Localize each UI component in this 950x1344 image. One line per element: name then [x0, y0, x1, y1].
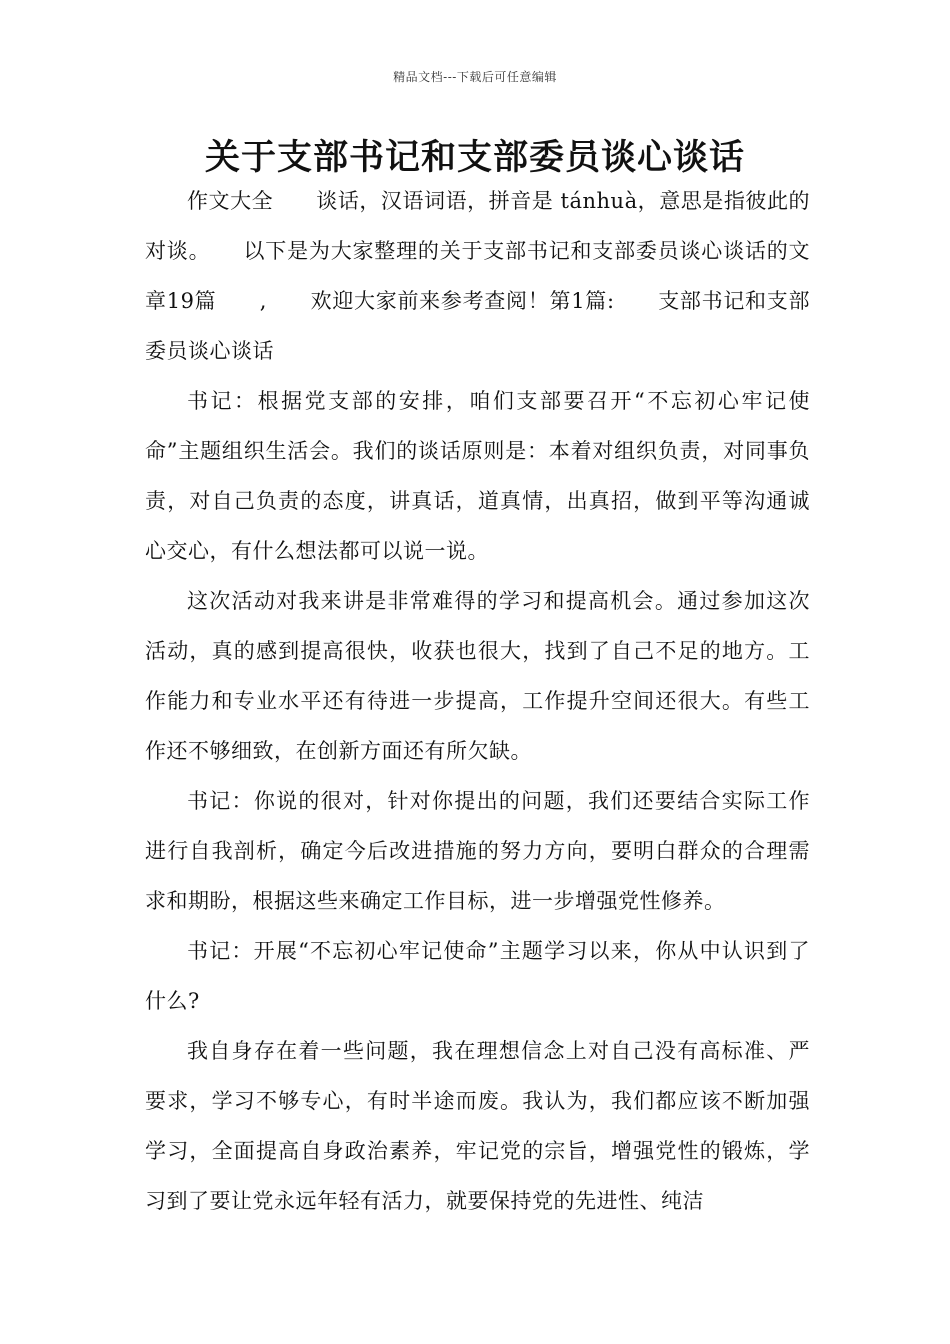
page-header: 精品文档---下载后可任意编辑	[393, 70, 557, 84]
document-title: 关于支部书记和支部委员谈心谈话	[204, 138, 745, 178]
document-body	[145, 176, 810, 1226]
paragraph-intro: 作文大全 谈话，汉语词语，拼音是 tánhuà，意思是指彼此的对谈。 以下是为大家整理的关于支部书记和支部委员谈心谈话的文章19篇 , 欢迎大家前来参考查阅！第1篇: 支部书记和支部委员谈心谈话	[145, 189, 810, 363]
paragraph-member-reflection: 我自身存在着一些问题，我在理想信念上对自己没有高标准、严要求，学习不够专心，有时半途而废。我认为，我们都应该不断加强学习，全面提高自身政治素养，牢记党的宗旨，增强党性的锻炼，学习到了要让党永远年轻有活力，就要保持党的先进性、纯洁	[145, 1039, 810, 1213]
paragraph-secretary-question: 书记：开展“不忘初心牢记使命”主题学习以来，你从中认识到了什么?	[145, 939, 810, 1013]
paragraph-member-reply: 这次活动对我来讲是非常难得的学习和提高机会。通过参加这次活动，真的感到提高很快，收获也很大，找到了自己不足的地方。工作能力和专业水平还有待进一步提高，工作提升空间还很大。有些工作还不够细致，在创新方面还有所欠缺。	[145, 589, 810, 763]
paragraph-secretary-response: 书记：你说的很对，针对你提出的问题，我们还要结合实际工作进行自我剖析，确定今后改进措施的努力方向，要明白群众的合理需求和期盼，根据这些来确定工作目标，进一步增强党性修养。	[145, 789, 810, 913]
paragraph-secretary-opening: 书记：根据党支部的安排，咱们支部要召开“不忘初心牢记使命”主题组织生活会。我们的谈话原则是：本着对组织负责，对同事负责，对自己负责的态度，讲真话，道真情，出真招，做到平等沟通诚心交心，有什么想法都可以说一说。	[145, 389, 810, 563]
